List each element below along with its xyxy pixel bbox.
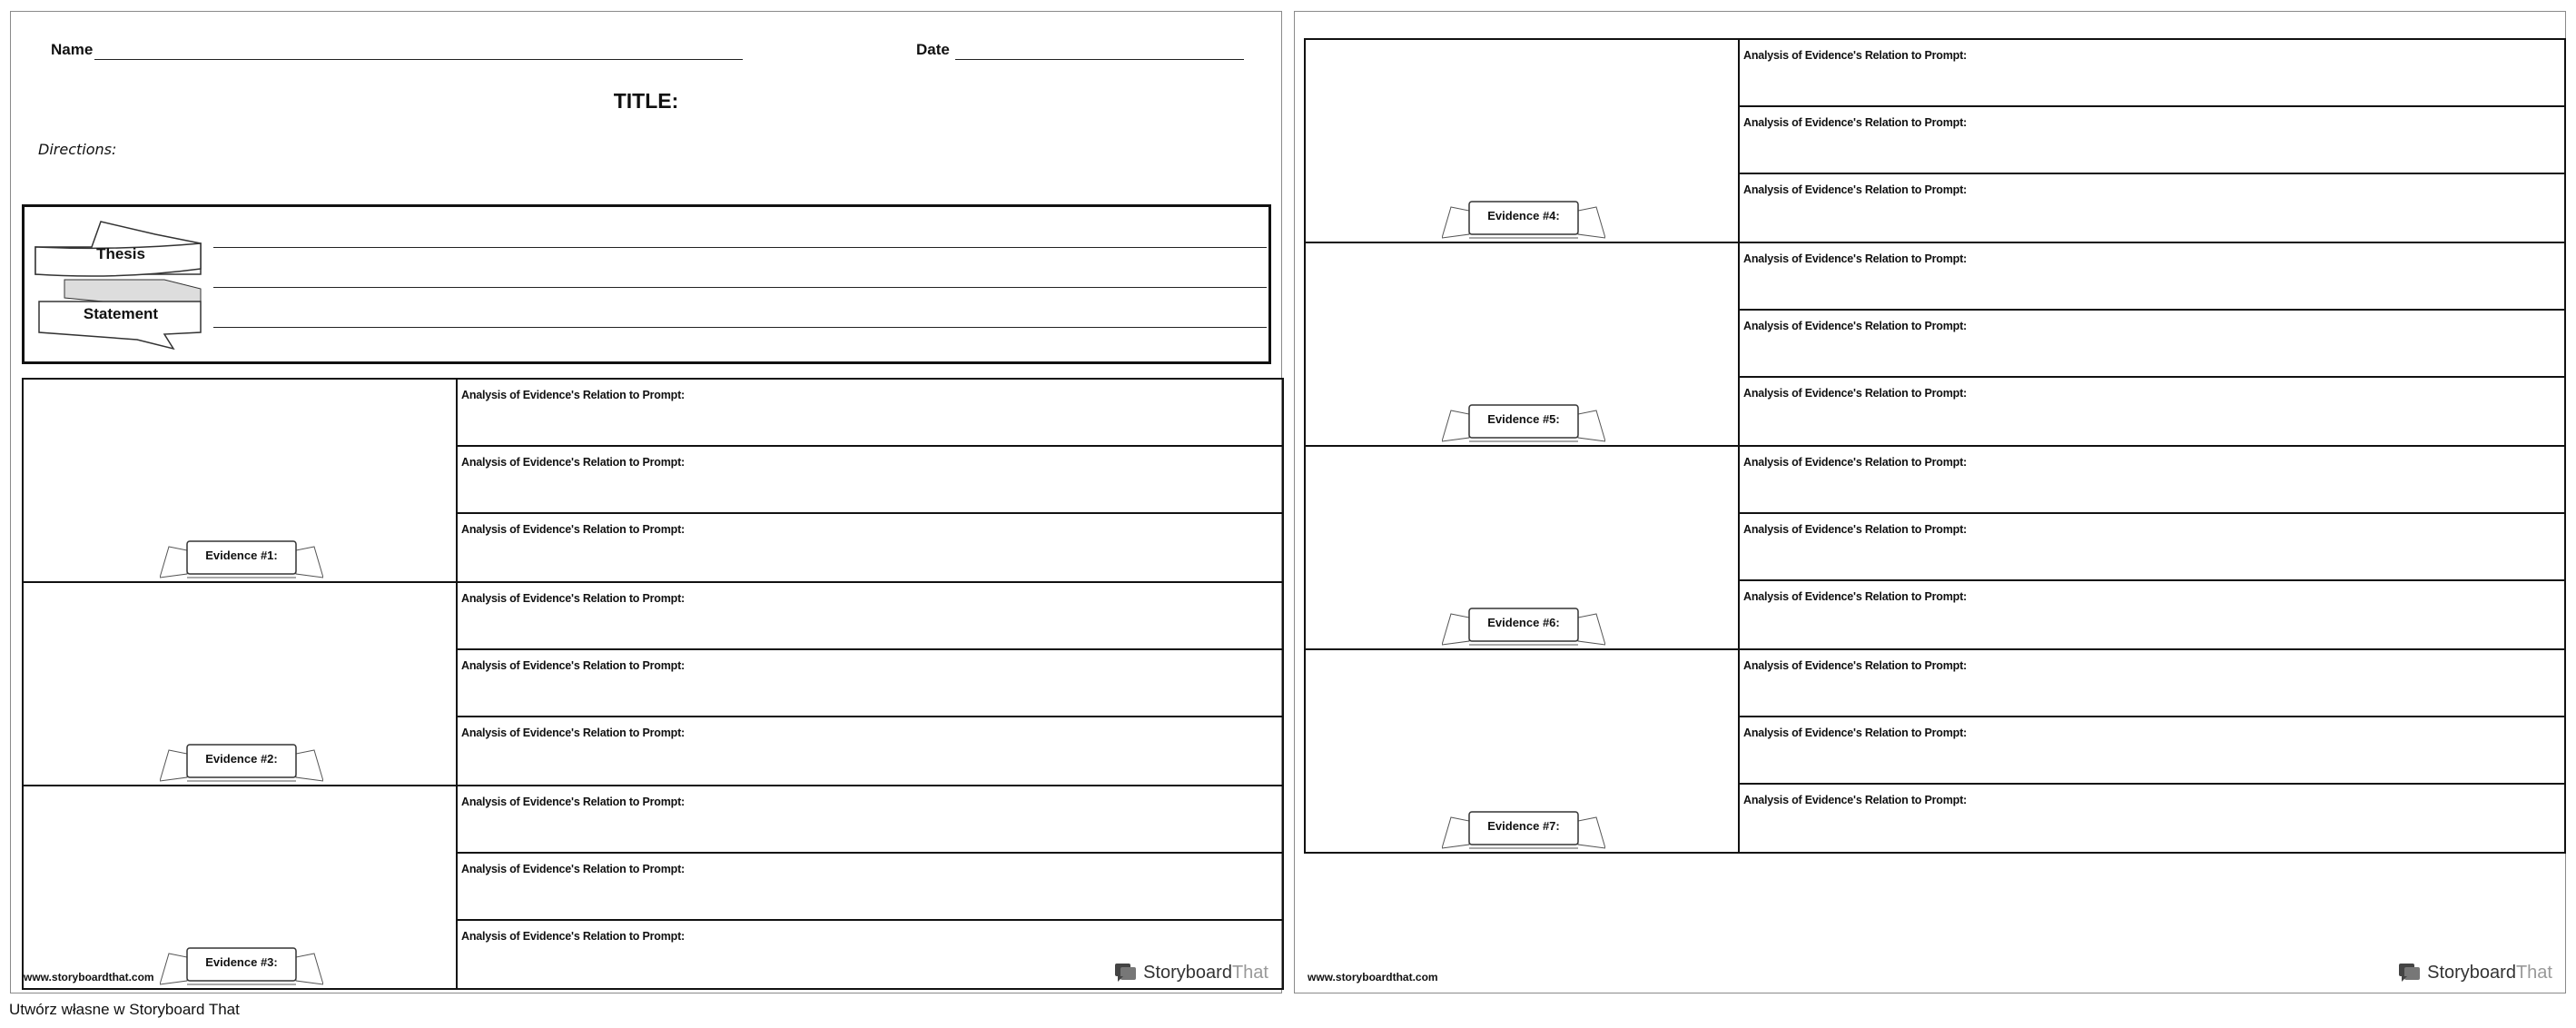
evidence-label: Evidence #3:: [205, 955, 278, 969]
worksheet-page-1: [10, 11, 1282, 993]
analysis-row[interactable]: [456, 581, 1284, 650]
evidence-cell[interactable]: [22, 785, 458, 990]
evidence-cell[interactable]: [1304, 648, 1740, 854]
worksheet-page-2: [1294, 11, 2566, 993]
analysis-column: [1738, 38, 2566, 243]
evidence-banner: [160, 741, 323, 785]
evidence-banner: [1442, 808, 1605, 852]
evidence-cell[interactable]: [1304, 38, 1740, 243]
watermark-url: www.storyboardthat.com: [24, 971, 154, 984]
evidence-block-7: [1304, 648, 2566, 854]
evidence-banner: [160, 944, 323, 988]
storyboardthat-logo: [1114, 962, 1268, 984]
speech-bubble-icon: [1114, 962, 1138, 984]
evidence-label: Evidence #6:: [1487, 616, 1560, 629]
analysis-row[interactable]: [1738, 648, 2566, 717]
analysis-label: Analysis of Evidence's Relation to Prompt:: [1743, 659, 1968, 672]
analysis-column: [456, 785, 1284, 990]
thesis-statement-box: [22, 204, 1271, 364]
analysis-row[interactable]: [1738, 445, 2566, 514]
directions-label: Directions:: [38, 141, 117, 158]
create-your-own-link[interactable]: Utwórz własne w Storyboard That: [9, 1001, 240, 1018]
analysis-label: Analysis of Evidence's Relation to Prompt:: [1743, 523, 1968, 536]
speech-bubble-icon: [2398, 962, 2422, 984]
analysis-column: [1738, 648, 2566, 854]
evidence-cell[interactable]: [22, 581, 458, 786]
logo-text-that: That: [1231, 962, 1268, 983]
thesis-line-1: [213, 247, 1267, 248]
analysis-label: Analysis of Evidence's Relation to Prompt:: [461, 863, 686, 875]
evidence-block-4: [1304, 38, 2566, 243]
analysis-label: Analysis of Evidence's Relation to Prompt:: [461, 727, 686, 739]
evidence-label: Evidence #5:: [1487, 412, 1560, 426]
logo-text-storyboard: Storyboard: [2427, 962, 2516, 983]
analysis-row[interactable]: [1738, 579, 2566, 650]
analysis-row[interactable]: [456, 378, 1284, 447]
evidence-cell[interactable]: [22, 378, 458, 583]
statement-word: Statement: [83, 305, 159, 322]
analysis-label: Analysis of Evidence's Relation to Prompt:: [461, 659, 686, 672]
analysis-column: [456, 378, 1284, 583]
analysis-label: Analysis of Evidence's Relation to Prompt:: [461, 456, 686, 469]
evidence-label: Evidence #7:: [1487, 819, 1560, 833]
analysis-label: Analysis of Evidence's Relation to Prompt:: [1743, 183, 1968, 196]
storyboardthat-logo: [2398, 962, 2552, 984]
name-line: [94, 59, 743, 60]
analysis-row[interactable]: [1738, 38, 2566, 107]
evidence-banner: [160, 538, 323, 581]
analysis-row[interactable]: [1738, 716, 2566, 785]
analysis-label: Analysis of Evidence's Relation to Prompt:: [1743, 252, 1968, 265]
analysis-row[interactable]: [1738, 376, 2566, 447]
evidence-cell[interactable]: [1304, 445, 1740, 650]
thesis-ribbon-icon: [28, 211, 210, 365]
evidence-label: Evidence #2:: [205, 752, 278, 766]
analysis-label: Analysis of Evidence's Relation to Prompt:: [461, 389, 686, 401]
evidence-banner: [1442, 401, 1605, 445]
name-label: Name: [51, 41, 94, 58]
analysis-row[interactable]: [1738, 512, 2566, 581]
analysis-row[interactable]: [456, 445, 1284, 514]
analysis-row[interactable]: [456, 512, 1284, 583]
analysis-label: Analysis of Evidence's Relation to Prompt:: [461, 592, 686, 605]
thesis-line-2: [213, 287, 1267, 288]
analysis-row[interactable]: [1738, 783, 2566, 854]
evidence-block-3: [22, 785, 1284, 990]
evidence-label: Evidence #1:: [205, 549, 278, 562]
analysis-label: Analysis of Evidence's Relation to Prompt:: [1743, 49, 1968, 62]
logo-text-storyboard: Storyboard: [1143, 962, 1232, 983]
evidence-block-6: [1304, 445, 2566, 650]
analysis-row[interactable]: [1738, 173, 2566, 243]
analysis-label: Analysis of Evidence's Relation to Prompt:: [1743, 320, 1968, 332]
evidence-cell[interactable]: [1304, 242, 1740, 447]
thesis-line-3: [213, 327, 1267, 328]
analysis-column: [1738, 242, 2566, 447]
evidence-block-1: [22, 378, 1284, 583]
date-line: [955, 59, 1244, 60]
evidence-banner: [1442, 198, 1605, 242]
evidence-label: Evidence #4:: [1487, 209, 1560, 222]
analysis-label: Analysis of Evidence's Relation to Prompt:: [461, 523, 686, 536]
analysis-label: Analysis of Evidence's Relation to Prompt:: [461, 930, 686, 943]
page-title: TITLE:: [613, 89, 679, 113]
analysis-label: Analysis of Evidence's Relation to Prompt:: [461, 796, 686, 808]
analysis-label: Analysis of Evidence's Relation to Prompt:: [1743, 387, 1968, 400]
date-label: Date: [916, 41, 950, 58]
analysis-label: Analysis of Evidence's Relation to Prompt:: [1743, 116, 1968, 129]
evidence-block-2: [22, 581, 1284, 786]
logo-text-that: That: [2515, 962, 2552, 983]
analysis-column: [456, 581, 1284, 786]
analysis-label: Analysis of Evidence's Relation to Prompt:: [1743, 456, 1968, 469]
evidence-block-5: [1304, 242, 2566, 447]
analysis-label: Analysis of Evidence's Relation to Prompt:: [1743, 590, 1968, 603]
analysis-row[interactable]: [1738, 105, 2566, 174]
evidence-banner: [1442, 605, 1605, 648]
watermark-url: www.storyboardthat.com: [1308, 971, 1438, 984]
analysis-row[interactable]: [1738, 242, 2566, 311]
analysis-row[interactable]: [456, 785, 1284, 854]
analysis-row[interactable]: [456, 648, 1284, 717]
analysis-row[interactable]: [456, 852, 1284, 921]
analysis-column: [1738, 445, 2566, 650]
analysis-label: Analysis of Evidence's Relation to Prompt:: [1743, 727, 1968, 739]
thesis-word: Thesis: [96, 245, 145, 262]
analysis-row[interactable]: [456, 716, 1284, 786]
analysis-label: Analysis of Evidence's Relation to Prompt:: [1743, 794, 1968, 806]
analysis-row[interactable]: [1738, 309, 2566, 378]
